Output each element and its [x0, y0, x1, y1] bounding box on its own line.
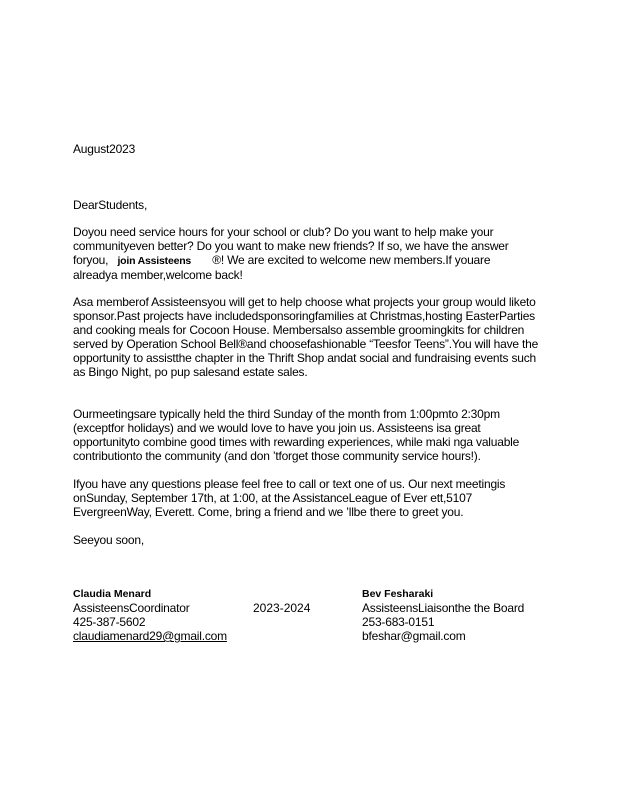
paragraph-next-meeting: Ifyou have any questions please feel free to call or text one of us. Our next meetingis onSunday, September 17th, at 1:00, at the AssistanceLeague of Ever ett,5107 EvergreenWay, Everett. Come, bring a friend and we ’llbe there to greet you.: [73, 477, 506, 519]
paragraph-intro: [73, 225, 535, 282]
paragraph-intro-text: Doyou need service hours for your school or club? Do you want to help make your communityeven better? Do you want to make new friends? If so, we have the answer foryou,: [73, 225, 509, 267]
term-years: 2023-2024: [253, 601, 311, 615]
paragraph-membership: Asa memberof Assisteensyou will get to help choose what projects your group would liketo sponsor.Past projects have includedsponsoringfamilies at Christmas,hosting EasterParties and cooking meals for Cocoon House. Membersalso assemble groomingkits for children served by Operation School Bell®and choosefashionable “Teesfor Teens”.You will have the opportunity to assistthe chapter in the Thrift Shop andat social and fundraising events such as Bingo Night, po pup salesand estate sales.: [73, 295, 539, 379]
join-assisteens-text: join Assisteens: [117, 255, 192, 267]
signer-name-left: Claudia Menard: [73, 588, 152, 600]
signer-phone-left: 425-387-5602: [73, 615, 146, 629]
signature-right: [362, 587, 592, 643]
signature-left: [73, 587, 333, 643]
signer-name-right: Bev Fesharaki: [362, 588, 434, 600]
signer-title-left: AssisteensCoordinator: [73, 601, 190, 615]
signer-email-left[interactable]: claudiamenard29@gmail.com: [73, 629, 227, 643]
signer-title-right: AssisteensLiaisonthe the Board: [362, 601, 525, 615]
paragraph-intro-rest: ®! We are excited to welcome new members.If youare alreadya member,welcome back!: [73, 253, 491, 282]
signer-phone-right: 253-683-0151: [362, 615, 435, 629]
letter-greeting: DearStudents,: [73, 198, 148, 212]
letter-date: August2023: [73, 142, 136, 156]
letter-closing: Seeyou soon,: [73, 533, 144, 547]
paragraph-meetings: Ourmeetingsare typically held the third Sunday of the month from 1:00pmto 2:30pm (exceptfor holidays) and we would love to have you join us. Assisteens isa great opportunityto combine good times with rewarding experiences, while maki nga valuable contributionto the community (and don ’tforget those community service hours!).: [73, 407, 520, 463]
signer-email-right: bfeshar@gmail.com: [362, 629, 466, 643]
